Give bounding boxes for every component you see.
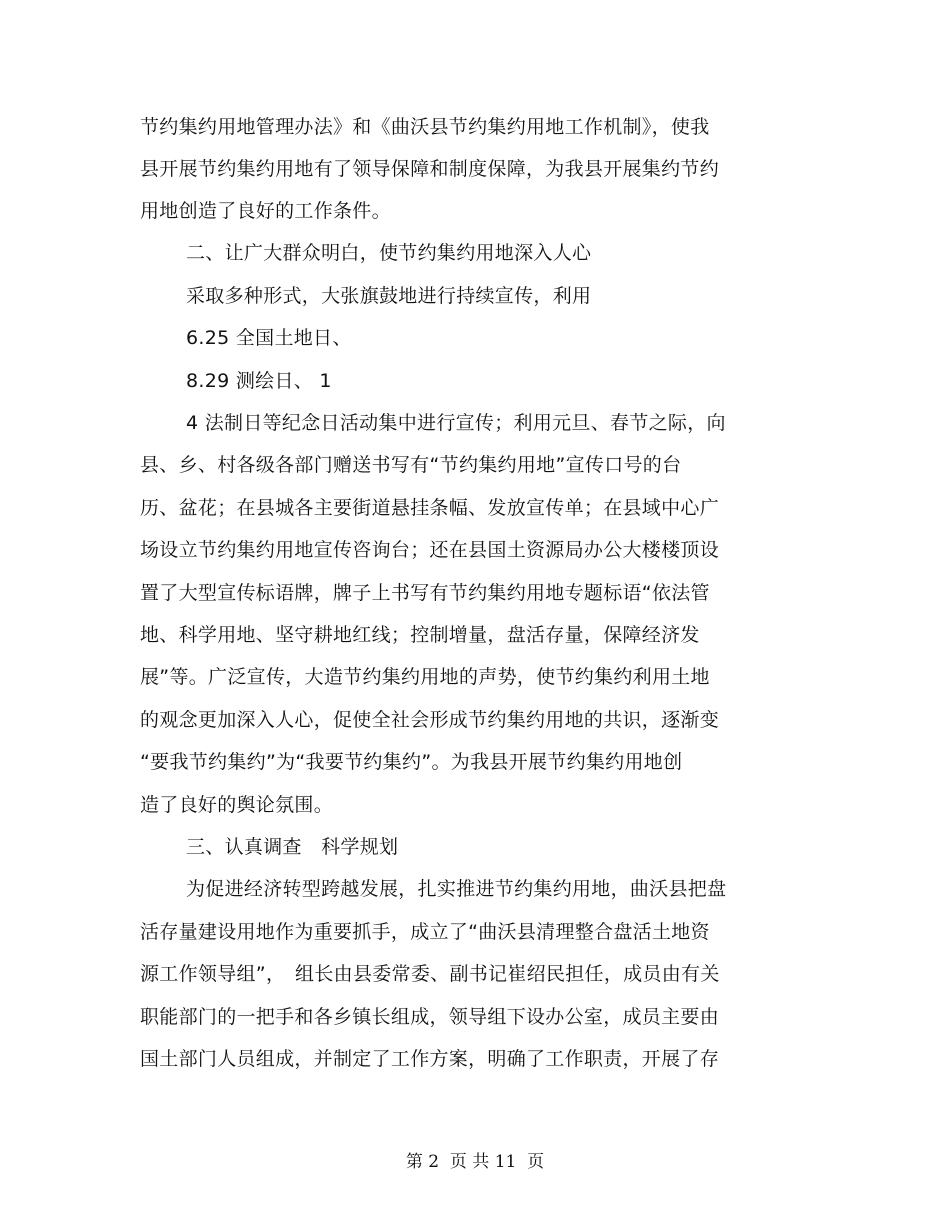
section-heading: 三、认真调查 科学规划	[186, 836, 399, 858]
body-text-line: 8.29 测绘日、 1	[186, 370, 332, 392]
body-text-line: 展”等。广泛宣传，大造节约集约用地的声势，使节约集约利用土地	[140, 666, 710, 688]
body-text-line: 造了良好的舆论氛围。	[140, 794, 334, 816]
body-text-line: 为促进经济转型跨越发展，扎实推进节约集约用地，曲沃县把盘	[186, 878, 727, 900]
body-text-line: 节约集约用地管理办法》和《曲沃县节约集约用地工作机制》，使我	[140, 116, 710, 138]
body-text-line: 国土部门人员组成，并制定了工作方案，明确了工作职责，开展了存	[140, 1048, 720, 1070]
body-text-line: 县、乡、村各级各部门赠送书写有“节约集约用地”宣传口号的台	[140, 454, 682, 476]
body-text-line: “要我节约集约”为“我要节约集约”。为我县开展节约集约用地创	[140, 751, 683, 773]
body-text-line: 源工作领导组”， 组长由县委常委、副书记崔绍民担任，成员由有关	[140, 963, 720, 985]
body-text-line: 地、科学用地、坚守耕地红线；控制增量，盘活存量，保障经济发	[140, 624, 700, 646]
body-text-line: 场设立节约集约用地宣传咨询台；还在县国土资源局办公大楼楼顶设	[140, 539, 720, 561]
section-heading: 二、让广大群众明白，使节约集约用地深入人心	[186, 242, 592, 264]
body-text-line: 置了大型宣传标语牌，牌子上书写有节约集约用地专题标语“依法管	[140, 582, 710, 604]
body-text-line: 职能部门的一把手和各乡镇长组成，领导组下设办公室，成员主要由	[140, 1006, 720, 1028]
body-text-line: 采取多种形式，大张旗鼓地进行持续宣传，利用	[186, 285, 592, 307]
body-text-line: 4 法制日等纪念日活动集中进行宣传；利用元旦、春节之际，向	[186, 412, 726, 434]
page-number-footer: 第 2 页 共 11 页	[405, 1152, 545, 1172]
body-text-line: 的观念更加深入人心，促使全社会形成节约集约用地的共识，逐渐变	[140, 709, 720, 731]
body-text-line: 6.25 全国土地日、	[186, 327, 352, 349]
body-text-line: 历、盆花；在县城各主要街道悬挂条幅、发放宣传单；在县域中心广	[140, 497, 720, 519]
body-text-line: 活存量建设用地作为重要抓手，成立了“曲沃县清理整合盘活土地资	[140, 921, 710, 943]
body-text-line: 用地创造了良好的工作条件。	[140, 200, 391, 222]
body-text-line: 县开展节约集约用地有了领导保障和制度保障，为我县开展集约节约	[140, 158, 720, 180]
